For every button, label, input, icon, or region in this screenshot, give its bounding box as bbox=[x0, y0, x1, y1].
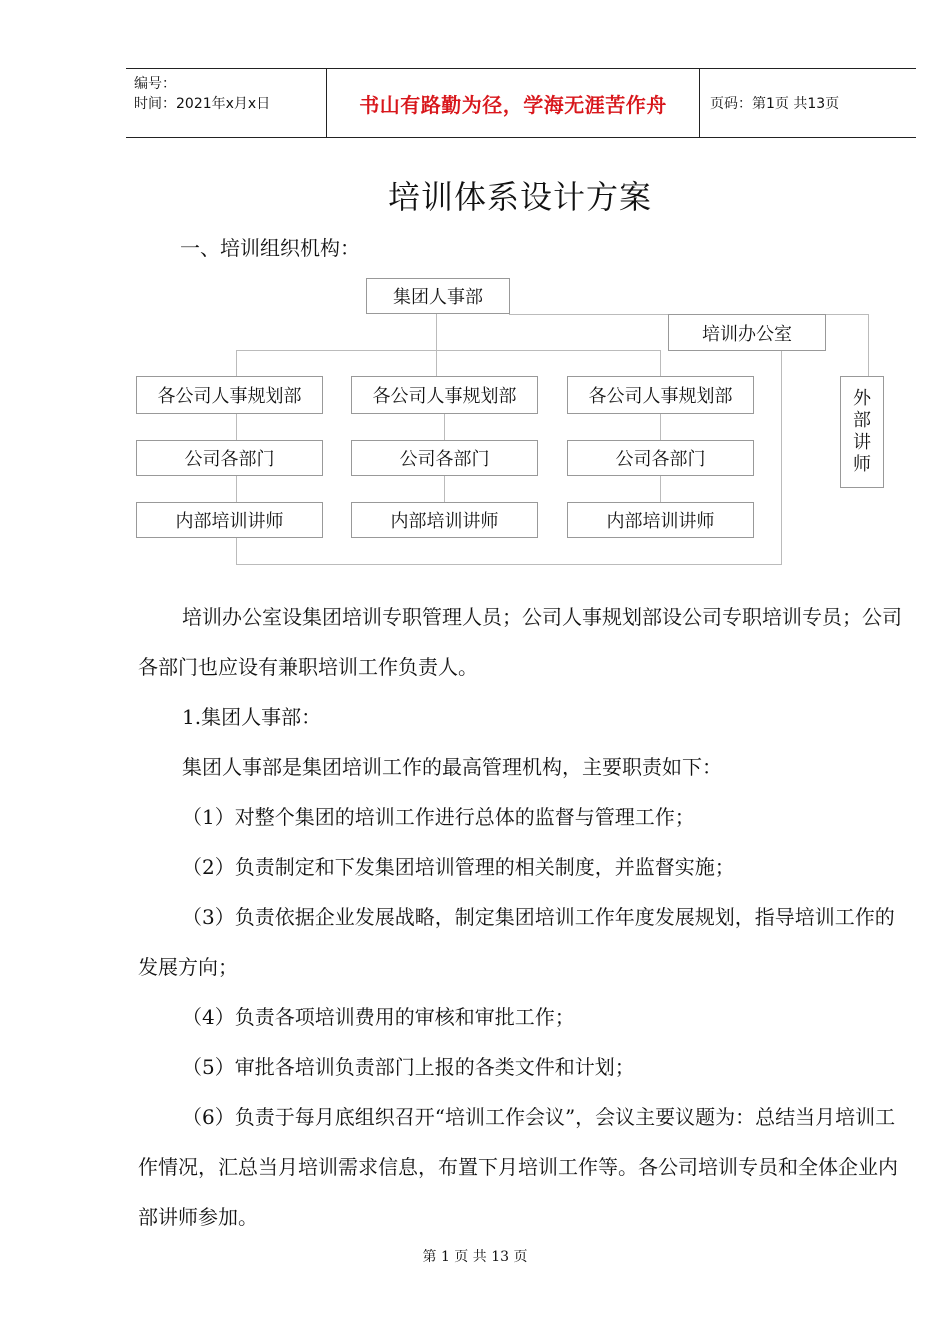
org-node-dept-1: 公司各部门 bbox=[136, 440, 323, 476]
org-node-planning-2: 各公司人事规划部 bbox=[351, 376, 538, 414]
connector bbox=[868, 314, 869, 376]
paragraph: （3）负责依据企业发展战略，制定集团培训工作年度发展规划，指导培训工作的发展方向； bbox=[138, 905, 895, 979]
page-header bbox=[126, 68, 916, 138]
doc-number-label: 编号： bbox=[134, 76, 176, 92]
paragraph: 培训办公室设集团培训专职管理人员；公司人事规划部设公司专职培训专员；公司各部门也应设有兼职培训工作负责人。 bbox=[138, 605, 902, 679]
connector bbox=[236, 564, 782, 565]
section-heading: 一、培训组织机构： bbox=[180, 236, 360, 260]
connector bbox=[660, 476, 661, 502]
header-page-cell bbox=[700, 69, 926, 137]
org-node-dept-3: 公司各部门 bbox=[567, 440, 754, 476]
connector bbox=[444, 414, 445, 440]
org-node-trainer-1: 内部培训讲师 bbox=[136, 502, 323, 538]
connector bbox=[236, 538, 237, 564]
connector bbox=[826, 314, 869, 315]
org-node-trainer-3: 内部培训讲师 bbox=[567, 502, 754, 538]
connector bbox=[236, 350, 237, 376]
paragraph: （2）负责制定和下发集团培训管理的相关制度，并监督实施； bbox=[182, 855, 735, 879]
page-footer: 第 1 页 共 13 页 bbox=[422, 1249, 528, 1265]
connector bbox=[781, 350, 782, 565]
header-motto-cell bbox=[326, 69, 700, 137]
external-char: 师 bbox=[853, 454, 871, 475]
external-char: 部 bbox=[853, 410, 871, 431]
doc-time-label: 时间：2021年x月x日 bbox=[134, 96, 271, 112]
connector bbox=[444, 476, 445, 502]
org-node-planning-1: 各公司人事规划部 bbox=[136, 376, 323, 414]
external-char: 外 bbox=[853, 388, 871, 409]
connector bbox=[509, 314, 669, 315]
paragraph: （1）对整个集团的培训工作进行总体的监督与管理工作； bbox=[182, 805, 695, 829]
paragraph: （5）审批各培训负责部门上报的各类文件和计划； bbox=[182, 1055, 635, 1079]
connector bbox=[236, 476, 237, 502]
connector bbox=[660, 350, 661, 376]
connector bbox=[236, 350, 661, 351]
org-node-trainer-2: 内部培训讲师 bbox=[351, 502, 538, 538]
paragraph: 1.集团人事部： bbox=[182, 705, 322, 729]
external-char: 讲 bbox=[853, 432, 871, 453]
body-text bbox=[138, 592, 908, 1242]
page-info: 页码：第1页 共13页 bbox=[710, 96, 840, 112]
org-node-external-trainer bbox=[840, 376, 884, 488]
motto: 书山有路勤为径，学海无涯苦作舟 bbox=[359, 92, 667, 117]
org-node-dept-2: 公司各部门 bbox=[351, 440, 538, 476]
connector bbox=[436, 314, 437, 376]
connector bbox=[236, 414, 237, 440]
document-title: 培训体系设计方案 bbox=[387, 178, 652, 216]
header-meta bbox=[126, 69, 326, 137]
org-node-group-hr: 集团人事部 bbox=[366, 278, 510, 314]
paragraph: （4）负责各项培训费用的审核和审批工作； bbox=[182, 1005, 575, 1029]
org-node-planning-3: 各公司人事规划部 bbox=[567, 376, 754, 414]
connector bbox=[660, 414, 661, 440]
paragraph: （6）负责于每月底组织召开“培训工作会议”，会议主要议题为：总结当月培训工作情况，汇总当月培训需求信息，布置下月培训工作等。各公司培训专员和全体企业内部讲师参加。 bbox=[138, 1105, 898, 1229]
paragraph: 集团人事部是集团培训工作的最高管理机构，主要职责如下： bbox=[182, 755, 722, 779]
org-node-training-office: 培训办公室 bbox=[668, 314, 826, 351]
